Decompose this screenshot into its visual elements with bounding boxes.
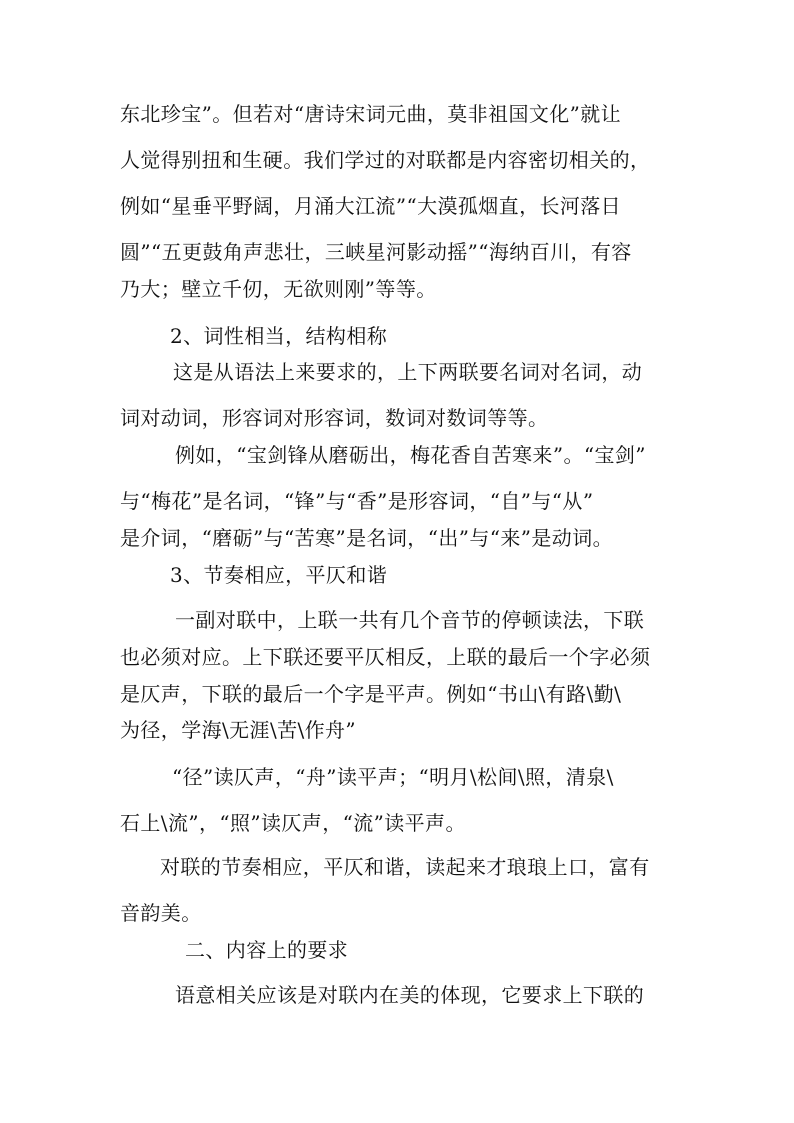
text-line-11: 是介词，“磨砺”与“苦寒”是名词，“出”与“来”是动词。 [120,526,613,550]
section-heading-2: 2、词性相当，结构相称 [170,324,388,348]
section-heading-two: 二、内容上的要求 [185,938,349,962]
text-line-2: 人觉得别扭和生硬。我们学过的对联都是内容密切相关的， [120,148,651,172]
text-line-22: 语意相关应该是对联内在美的体现，它要求上下联的 [175,983,645,1007]
text-line-4: 圆”“五更鼓角声悲壮，三峡星河影动摇”“海纳百川，有容 [120,240,632,264]
text-line-8: 词对动词，形容词对形容词，数词对数词等等。 [120,406,549,430]
text-line-1: 东北珍宝”。但若对“唐诗宋词元曲，莫非祖国文化”就让 [120,102,622,126]
text-line-16: 为径，学海\无涯\苦\作舟” [120,718,357,742]
text-line-7: 这是从语法上来要求的，上下两联要名词对名词，动 [173,360,643,384]
text-line-14: 也必须对应。上下联还要平仄相反，上联的最后一个字必须 [120,645,651,669]
text-line-5: 乃大；壁立千仞，无欲则刚”等等。 [120,277,437,301]
text-line-13: 一副对联中，上联一共有几个音节的停顿读法，下联 [175,608,645,632]
section-heading-3: 3、节奏相应，平仄和谐 [170,563,388,587]
text-line-10: 与“梅花”是名词，“锋”与“香”是形容词，“自”与“从” [120,489,594,513]
text-line-19: 对联的节奏相应，平仄和谐，读起来才琅琅上口，富有 [160,855,650,879]
text-line-15: 是仄声，下联的最后一个字是平声。例如“书山\有路\勤\ [120,682,622,706]
text-line-17: “径”读仄声，“舟”读平声；“明月\松间\照，清泉\ [172,765,614,789]
text-line-18: 石上\流”，“照”读仄声，“流”读平声。 [120,811,466,835]
text-line-9: 例如，“宝剑锋从磨砺出，梅花香自苦寒来”。“宝剑” [175,443,646,467]
text-line-3: 例如“星垂平野阔，月涌大江流”“大漠孤烟直，长河落日 [120,194,622,218]
text-line-20: 音韵美。 [120,901,202,925]
